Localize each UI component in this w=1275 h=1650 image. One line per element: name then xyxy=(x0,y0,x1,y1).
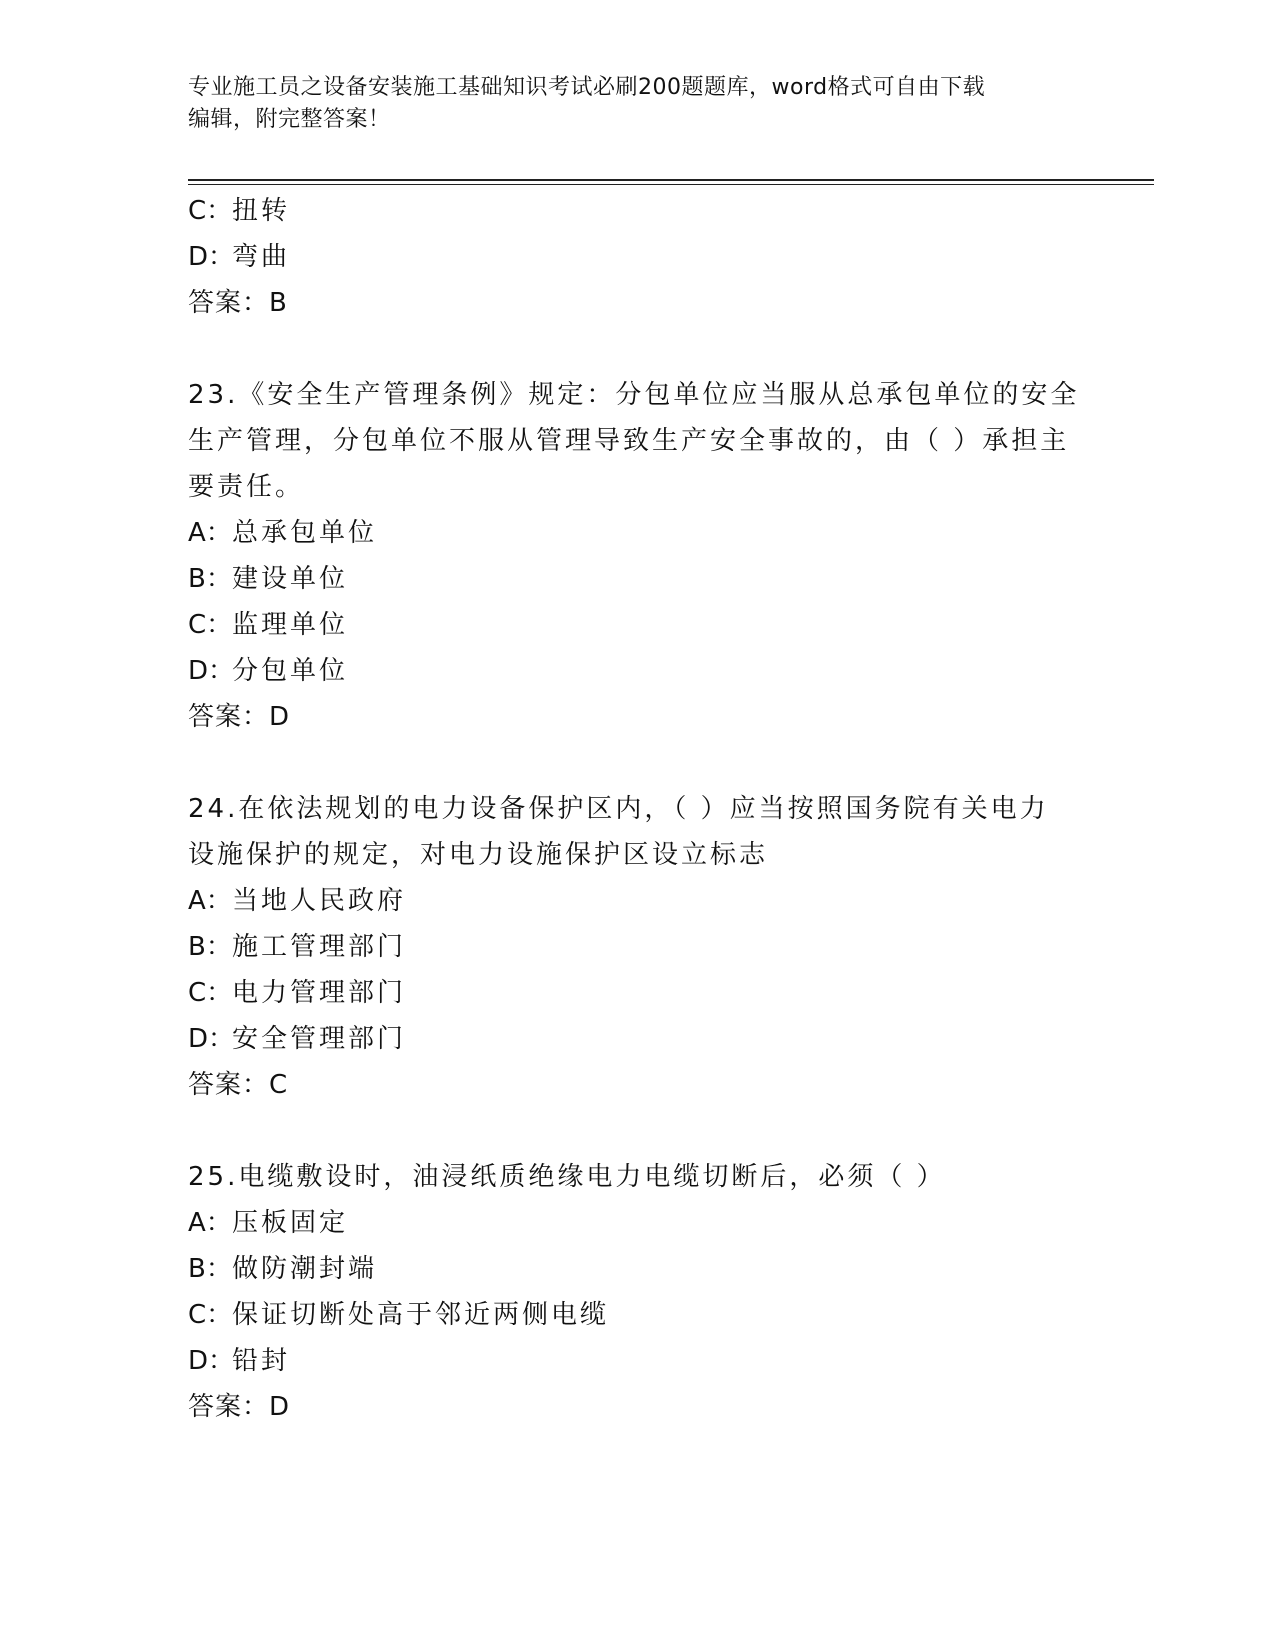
question-text-line: 设施保护的规定，对电力设施保护区设立标志 xyxy=(188,840,769,870)
option-text: 电力管理部门 xyxy=(232,978,407,1008)
option-label: A： xyxy=(188,518,232,548)
answer-label: 答案： xyxy=(188,1070,270,1100)
option-text: 做防潮封端 xyxy=(232,1254,378,1284)
question-text-line: 23.《安全生产管理条例》规定：分包单位应当服从总承包单位的安全 xyxy=(188,380,1080,410)
option-text: 保证切断处高于邻近两侧电缆 xyxy=(232,1300,610,1330)
option-label: C： xyxy=(188,610,233,640)
option-row xyxy=(188,1246,1088,1292)
option-row xyxy=(188,234,1088,280)
option-row xyxy=(188,1292,1088,1338)
option-text: 总承包单位 xyxy=(232,518,378,548)
option-label: A： xyxy=(188,1208,232,1238)
option-text: 监理单位 xyxy=(232,610,349,640)
option-text: 压板固定 xyxy=(232,1208,349,1238)
option-label: C： xyxy=(188,196,233,226)
option-text: 安全管理部门 xyxy=(232,1024,407,1054)
option-label: B： xyxy=(188,564,232,594)
question-block-23 xyxy=(188,372,1088,740)
option-row xyxy=(188,510,1088,556)
answer-label: 答案： xyxy=(188,702,270,732)
header-line-2: 编辑，附完整答案！ xyxy=(188,107,391,132)
question-text-line: 25.电缆敷设时，油浸纸质绝缘电力电缆切断后，必须（ ） xyxy=(188,1162,946,1192)
option-row xyxy=(188,924,1088,970)
answer-label: 答案： xyxy=(188,288,270,318)
option-text: 弯曲 xyxy=(232,242,291,272)
answer-row xyxy=(188,1062,1088,1108)
option-text: 当地人民政府 xyxy=(232,886,407,916)
option-label: D： xyxy=(188,1024,235,1054)
option-row xyxy=(188,188,1088,234)
question-text-line: 要责任。 xyxy=(188,472,305,502)
answer-row xyxy=(188,1384,1088,1430)
answer-value: B xyxy=(269,288,287,318)
option-label: D： xyxy=(188,242,235,272)
header-line-1: 专业施工员之设备安装施工基础知识考试必刷200题题库，word格式可自由下载 xyxy=(188,75,986,100)
option-text: 分包单位 xyxy=(232,656,349,686)
document-header xyxy=(188,72,1088,136)
option-row xyxy=(188,648,1088,694)
answer-row xyxy=(188,280,1088,326)
answer-row xyxy=(188,694,1088,740)
option-label: B： xyxy=(188,1254,232,1284)
question-block-25 xyxy=(188,1154,1088,1430)
option-label: D： xyxy=(188,1346,235,1376)
option-row xyxy=(188,556,1088,602)
answer-value: D xyxy=(269,1392,290,1422)
question-text-line: 24.在依法规划的电力设备保护区内，（ ）应当按照国务院有关电力 xyxy=(188,794,1049,824)
option-label: D： xyxy=(188,656,235,686)
option-text: 扭转 xyxy=(232,196,291,226)
option-label: A： xyxy=(188,886,232,916)
question-content xyxy=(188,188,1088,1476)
option-row xyxy=(188,970,1088,1016)
option-text: 建设单位 xyxy=(232,564,349,594)
option-label: C： xyxy=(188,1300,233,1330)
option-text: 铅封 xyxy=(232,1346,291,1376)
option-row xyxy=(188,878,1088,924)
option-text: 施工管理部门 xyxy=(232,932,407,962)
option-label: B： xyxy=(188,932,232,962)
option-row xyxy=(188,1200,1088,1246)
option-row xyxy=(188,602,1088,648)
answer-value: D xyxy=(269,702,290,732)
answer-value: C xyxy=(269,1070,288,1100)
option-row xyxy=(188,1338,1088,1384)
question-text-line: 生产管理，分包单位不服从管理导致生产安全事故的，由（ ）承担主 xyxy=(188,426,1070,456)
header-divider xyxy=(188,179,1154,185)
option-label: C： xyxy=(188,978,233,1008)
option-row xyxy=(188,1016,1088,1062)
carryover-block xyxy=(188,188,1088,326)
question-block-24 xyxy=(188,786,1088,1108)
answer-label: 答案： xyxy=(188,1392,270,1422)
